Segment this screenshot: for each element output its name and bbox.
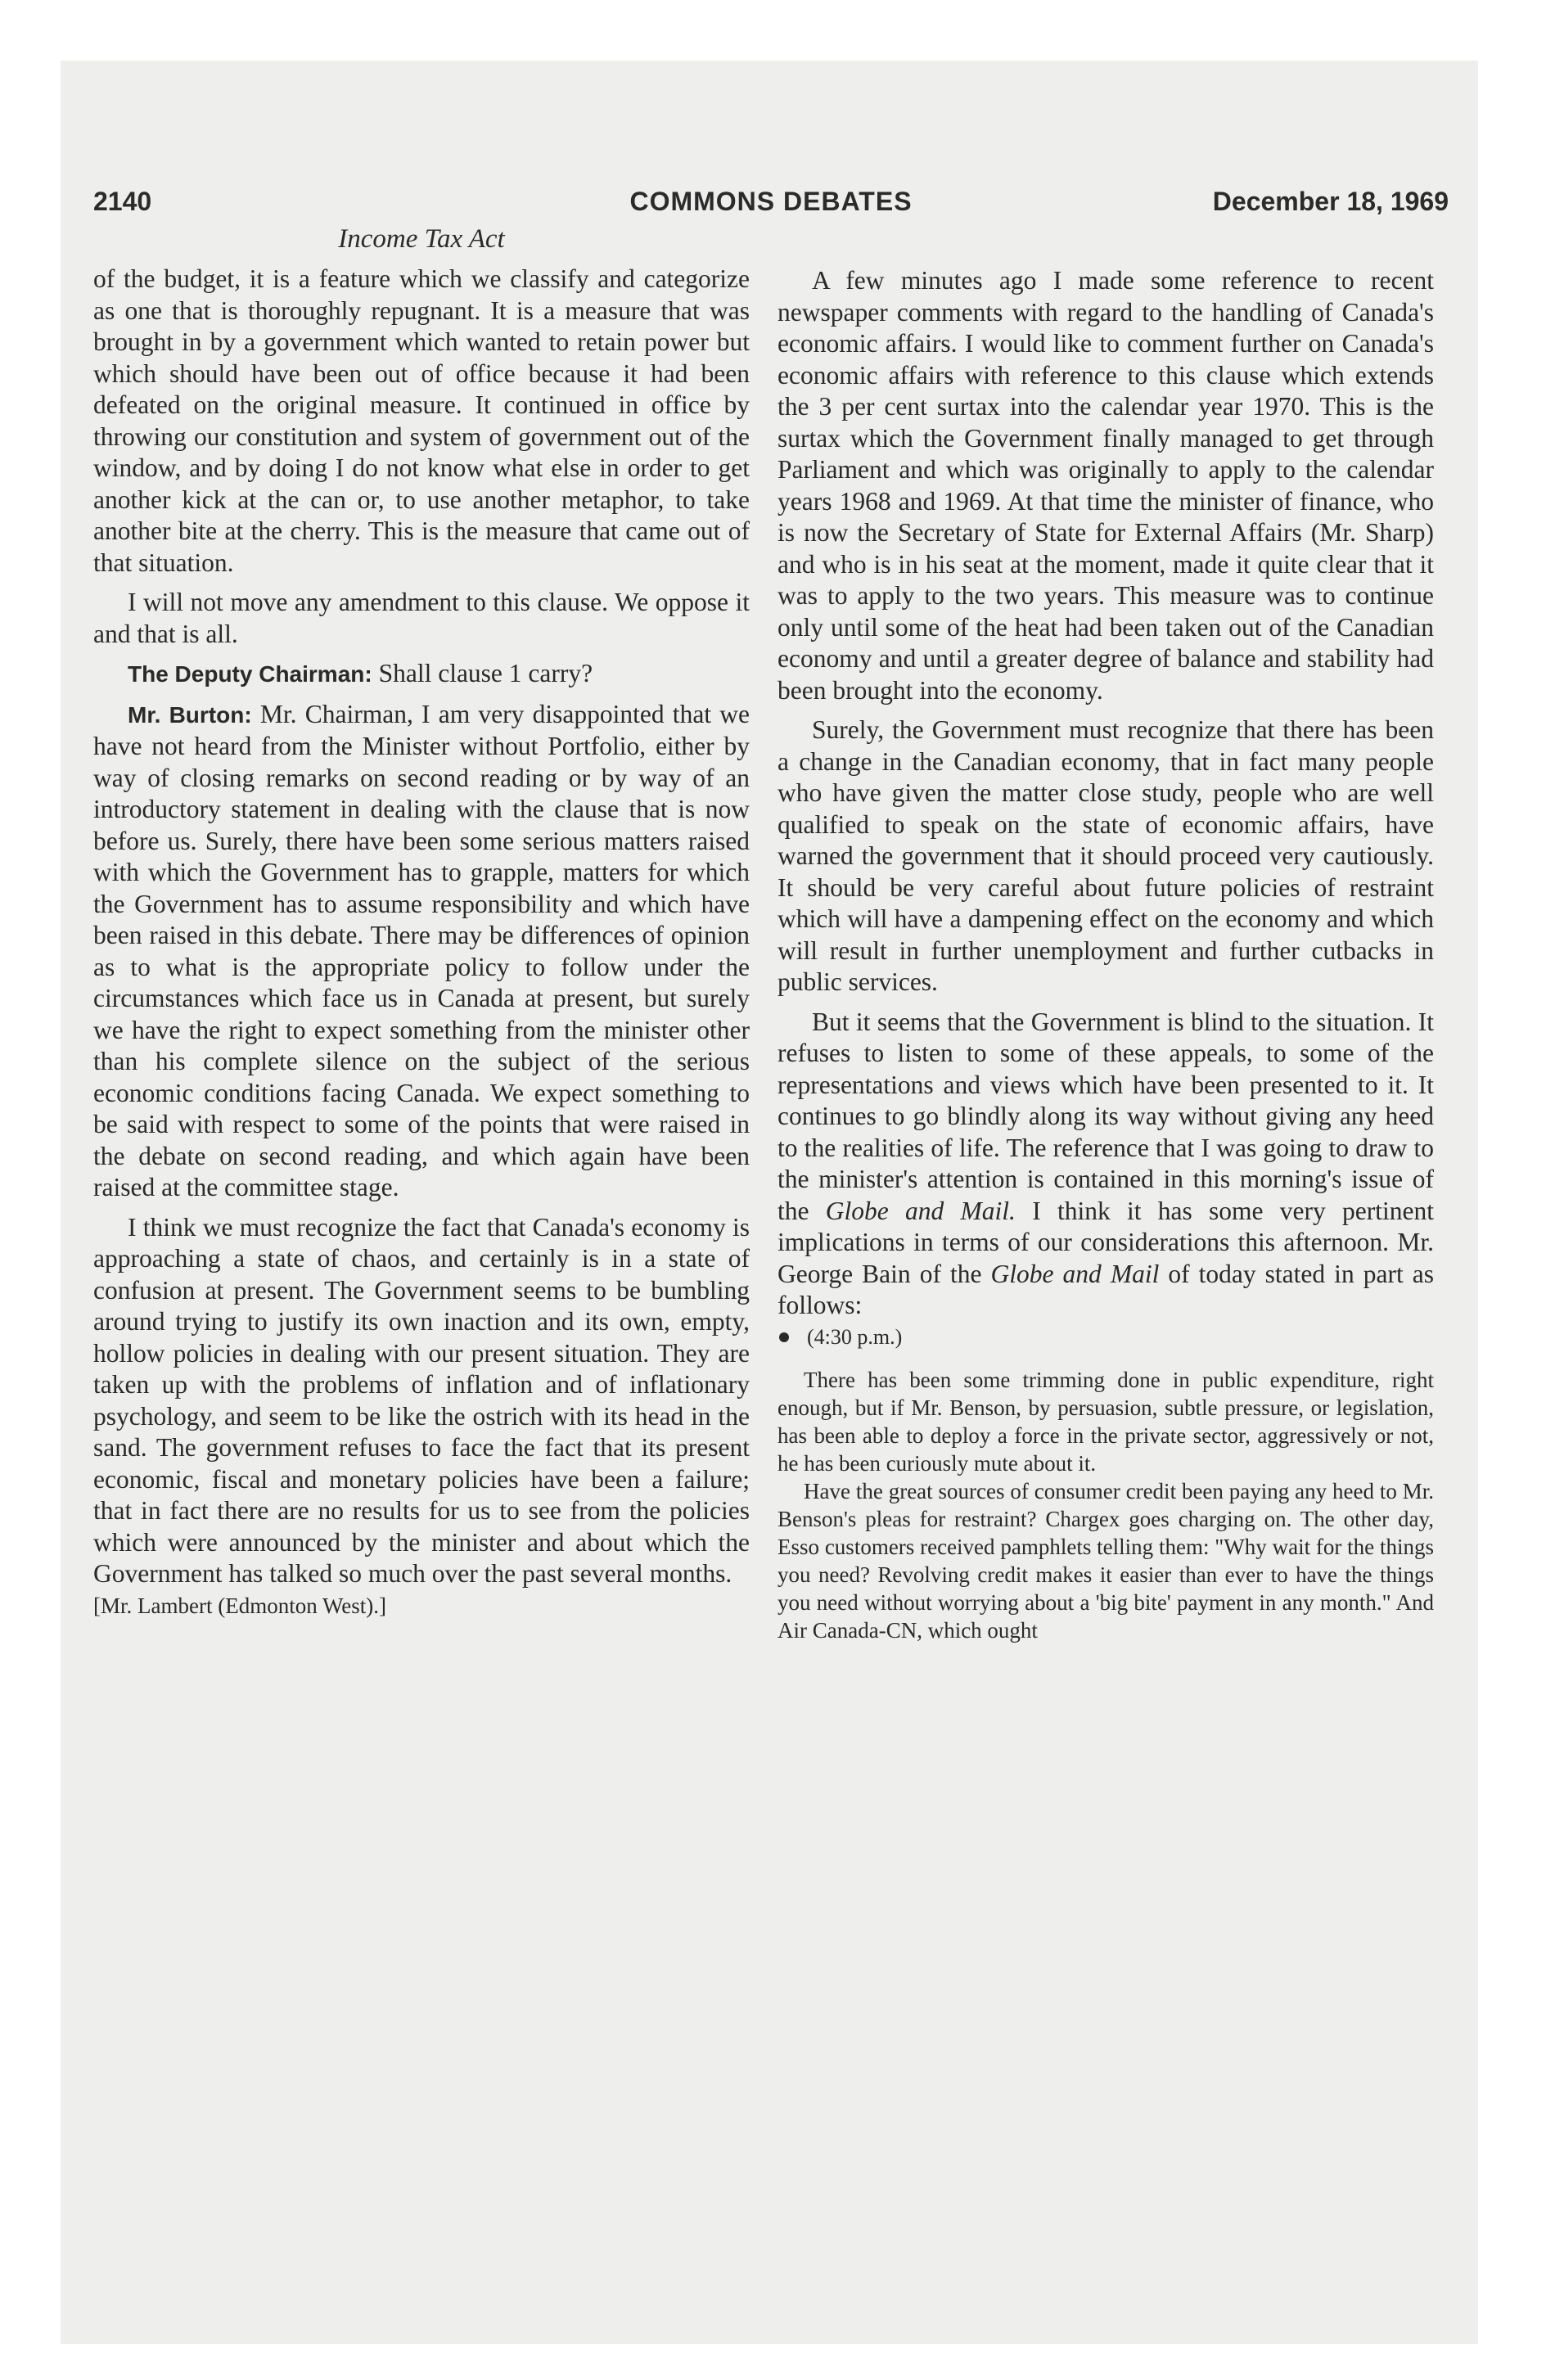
speech-text: Mr. Chairman, I am very disappointed that we have not heard from the Minister without Portfolio, either by way of closing remarks on second reading or by way of an introductory statement in dealing with the clause that is now before us. Surely, there have been some serious matters raised with which the Government has to grapple, matters for which the Government has to assume responsibility and which have been raised in this debate. There may be differences of opinion as to what is the appropriate policy to follow under the circumstances which face us in Canada at present, but surely we have the right to expect something from the minister other than his complete silence on the subject of the serious economic conditions facing Canada. We expect something to be said with respect to some of the points that were raised in the debate on second reading, and which again have been raised at the committee stage. (93, 699, 750, 1201)
speech (93, 699, 750, 1204)
newspaper-name: Globe and Mail. (825, 1196, 1016, 1225)
paragraph: A few minutes ago I made some reference to recent newspaper comments with regard to the handling of Canada's economic affairs. I would like to comment further on Canada's economic affairs with reference to this clause which extends the 3 per cent surtax into the calendar year 1970. This is the surtax which the Government finally managed to get through Parliament and which was originally to apply to the calendar years 1968 and 1969. At that time the minister of finance, who is now the Secretary of State for External Affairs (Mr. Sharp) and who is in his seat at the moment, made it quite clear that it was to apply to the two years. This measure was to continue only until some of the heat had been taken out of the Canadian economy and until a greater degree of balance and stability had been brought into the economy. (778, 266, 1434, 705)
page-number: 2140 (93, 187, 152, 216)
speaker-attribution: [Mr. Lambert (Edmonton West).] (93, 1593, 387, 1618)
paragraph: I will not move any amendment to this clause. We oppose it and that is all. (93, 588, 750, 648)
bullet-icon (779, 1332, 789, 1342)
paragraph: I think we must recognize the fact that Canada's economy is approaching a state of chaos, and certainly is in a state of confusion at present. The Government seems to be bumbling around trying to justify its own inaction and its own, empty, hollow policies in dealing with our present situation. They are taken up with the problems of inflation and of inflationary psychology, and seem to be like the ostrich with its head in the sand. The government refuses to face the fact that its present economic, fiscal and monetary policies have been a failure; that in fact there are no results for us to see from the policies which were announced by the minister and about which the Government has talked so much over the past several months. (93, 1212, 750, 1588)
newspaper-name: Globe and Mail (990, 1259, 1160, 1288)
speaker-name: The Deputy Chairman: (128, 661, 372, 687)
right-column (778, 265, 1434, 1644)
paragraph: Surely, the Government must recognize that there has been a change in the Canadian economy, that in fact many people who have given the matter close study, people who are well qualified to speak on the state of economic affairs, have warned the government that it should proceed very cautiously. It should be very careful about future policies of restraint which will have a dampening effect on the economy and which will result in further unemployment and further cutbacks in public services. (778, 715, 1434, 996)
quote-paragraph: Have the great sources of consumer credit been paying any heed to Mr. Benson's pleas for restraint? Chargex goes charging on. The other day, Esso customers received pamphlets telling them: "Why wait for the things you need? Revolving credit makes it easier than ever to have the things you need without worrying about a 'big bite' payment in any month." And Air Canada-CN, which ought (778, 1479, 1434, 1643)
page-header (93, 187, 1449, 229)
left-column (93, 264, 750, 1621)
time-marker (778, 1322, 1434, 1354)
paragraph: of the budget, it is a feature which we classify and categorize as one that is thoroughly repugnant. It is a measure that was brought in by a government which wanted to retain power but which should have been out of office because it had been defeated on the original measure. It continued in office by throwing our constitution and system of government out of the window, and by doing I do not know what else in order to get another kick at the can or, to use another metaphor, to take another bite at the cherry. This is the measure that came out of that situation. (93, 264, 750, 577)
time-text: (4:30 p.m.) (807, 1324, 903, 1349)
paragraph (778, 1007, 1434, 1322)
speech (93, 658, 750, 691)
publication-date: December 18, 1969 (1212, 187, 1449, 216)
speaker-name: Mr. Burton: (128, 701, 252, 728)
paragraph-text: of today stated in part as follows: (778, 1259, 1434, 1319)
block-quote (778, 1366, 1434, 1644)
speech-text: Shall clause 1 carry? (378, 659, 593, 687)
paragraph-text: But it seems that the Government is blind to the situation. It refuses to listen to some of these appeals, to some of the representations and views which have been presented to it. It continues to go blindly along its way without giving any heed to the realities of life. The reference that I was going to draw to the minister's attention is contained in this morning's issue of the (778, 1007, 1434, 1225)
section-subject: Income Tax Act (338, 224, 505, 254)
paragraph-text: I think it has some very pertinent implications in terms of our considerations this afternoon. Mr. George Bain of the (778, 1196, 1435, 1288)
publication-title: COMMONS DEBATES (629, 187, 913, 216)
quote-paragraph: There has been some trimming done in public expenditure, right enough, but if Mr. Benson, by persuasion, subtle pressure, or legislation, has been able to deploy a force in the private sector, aggressively or not, he has been curiously mute about it. (778, 1368, 1434, 1476)
